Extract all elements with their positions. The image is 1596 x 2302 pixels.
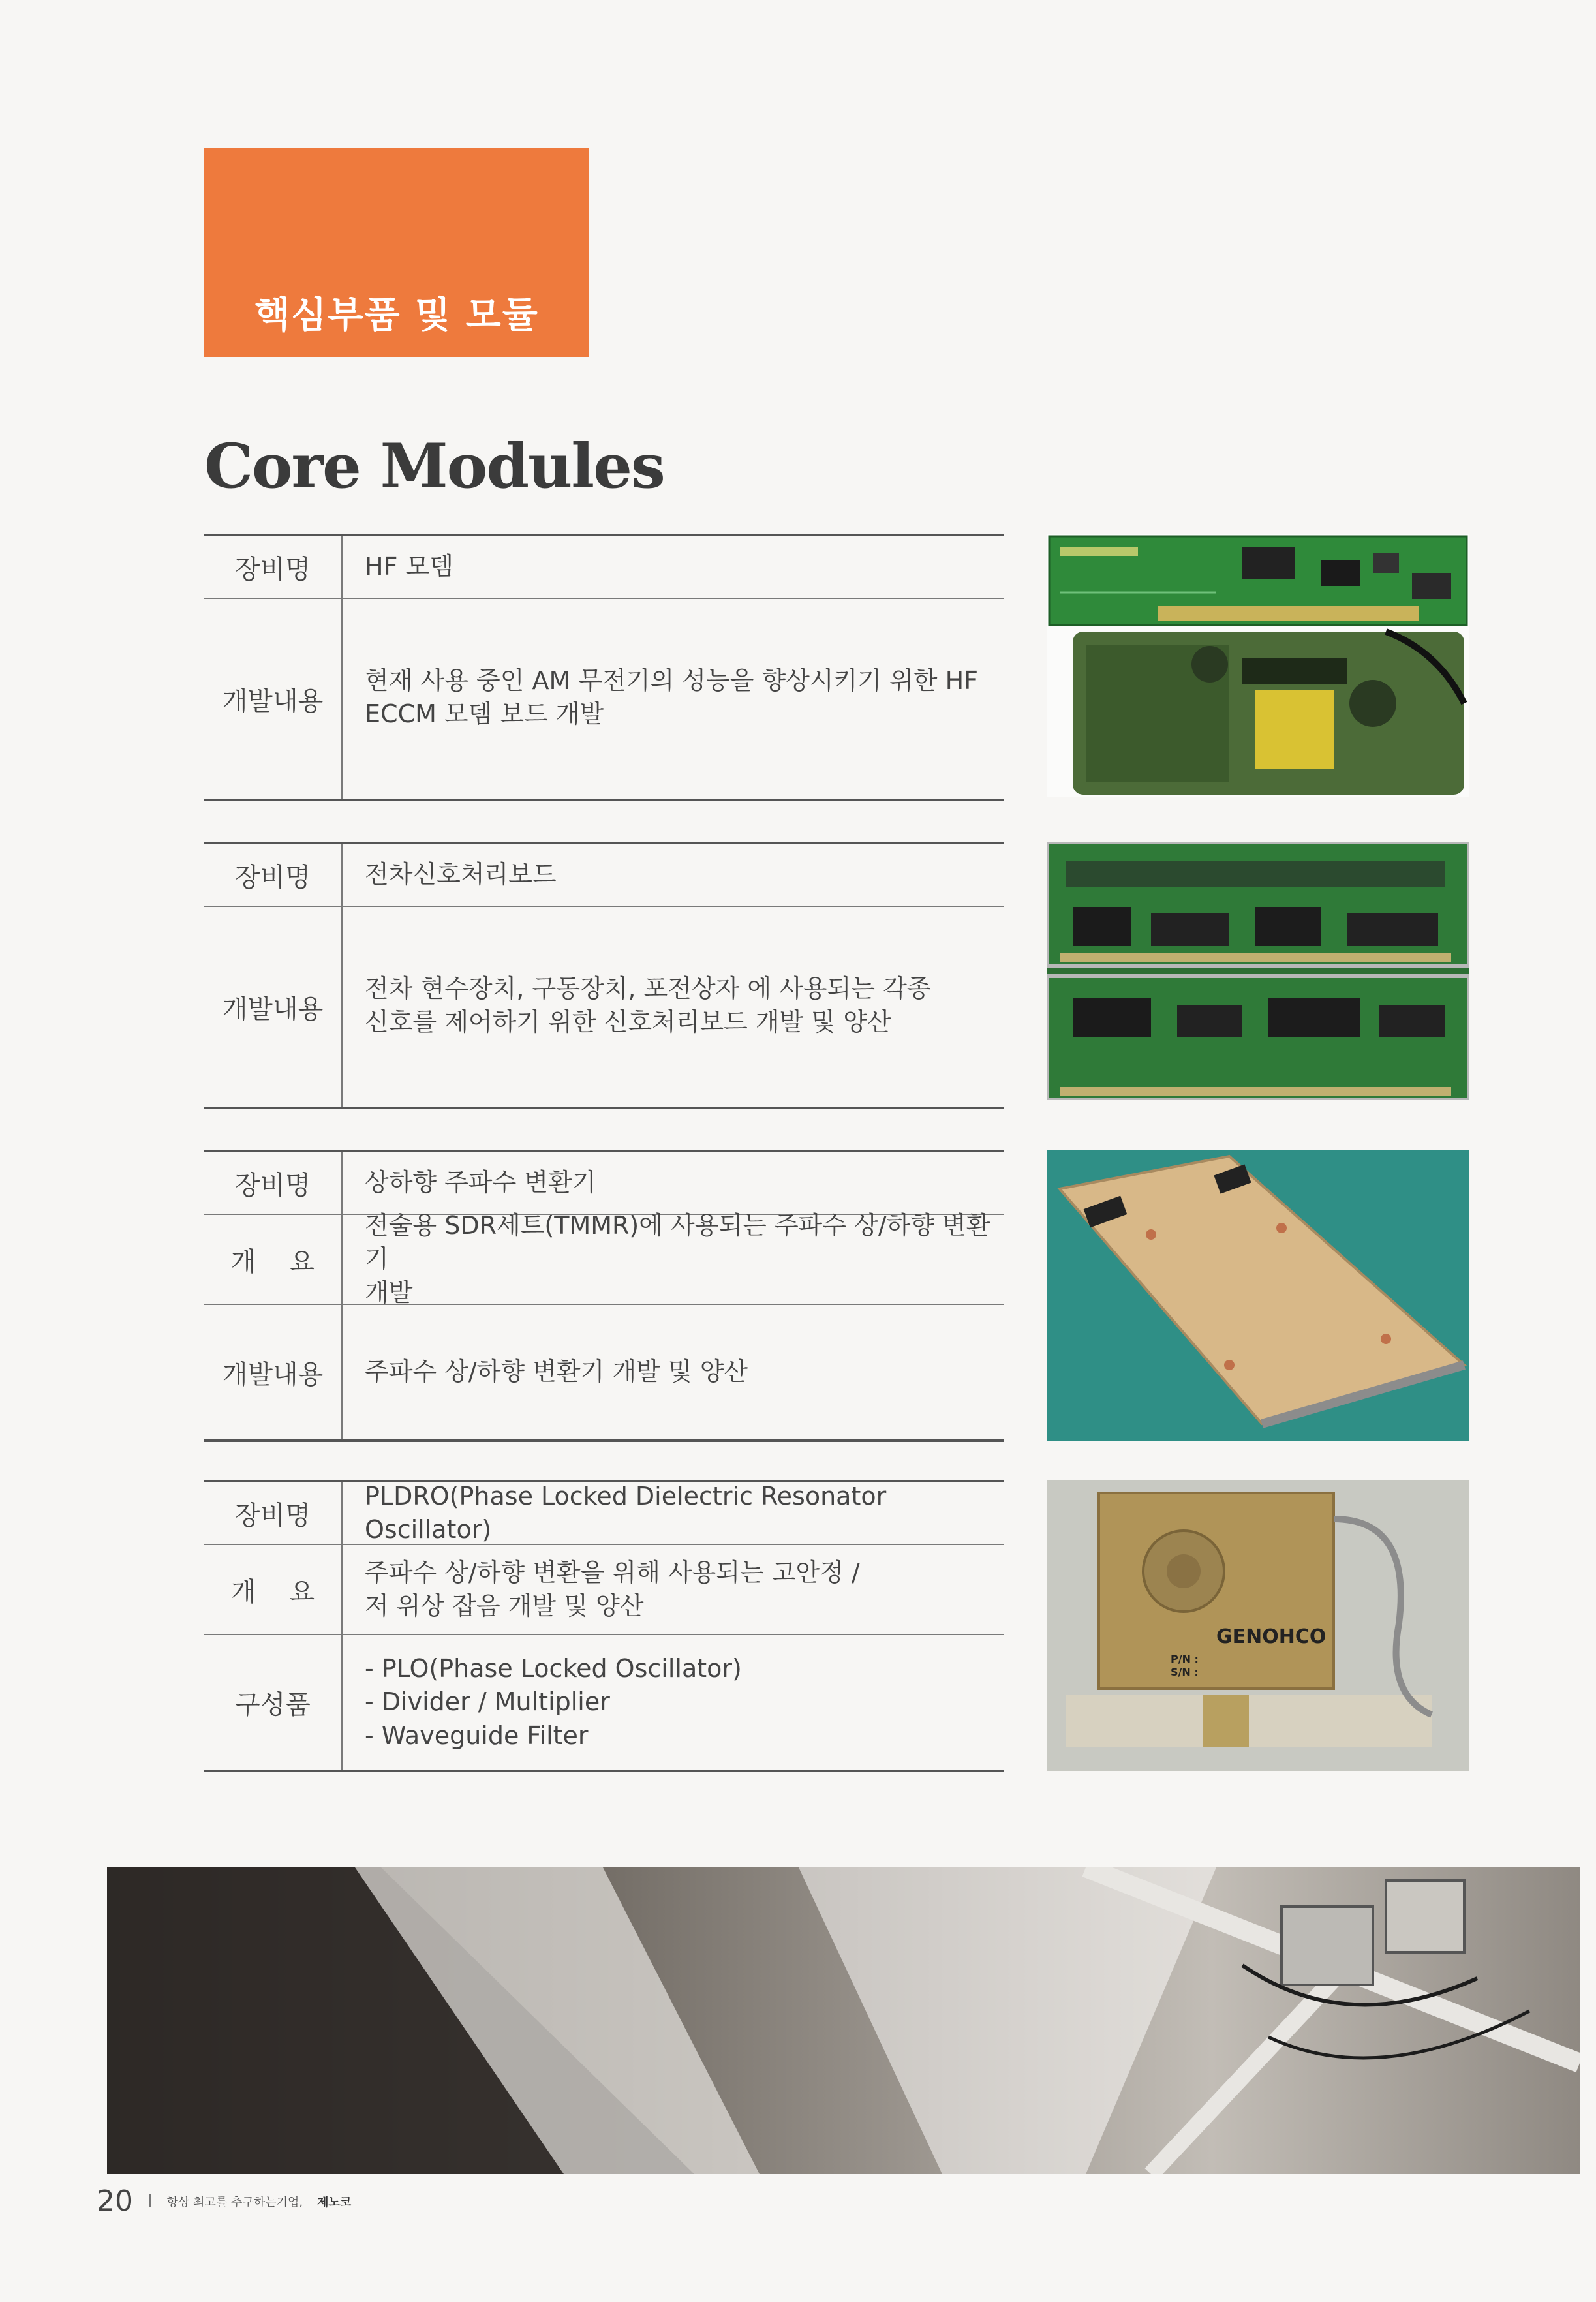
table-row [204, 844, 1004, 906]
value-line: - Divider / Multiplier [365, 1687, 610, 1717]
row-label: 장비명 [204, 1482, 343, 1544]
table-row [204, 1482, 1004, 1544]
row-value [343, 1545, 1004, 1634]
antenna-photo [107, 1867, 1580, 2174]
row-value [343, 536, 1004, 598]
row-value [343, 1482, 1004, 1544]
value-line: 전차신호처리보드 [365, 860, 557, 889]
value-line: 주파수 상/하향 변환기 개발 및 양산 [365, 1357, 748, 1387]
row-value [343, 1211, 1004, 1307]
table-row [204, 1544, 1004, 1634]
value-line: 상하향 주파수 변환기 [365, 1168, 596, 1197]
row-label: 장비명 [204, 844, 343, 906]
table-row [204, 598, 1004, 799]
spec-table-pldro [204, 1480, 1004, 1772]
row-label: 개발내용 [204, 907, 343, 1107]
table-row [204, 1152, 1004, 1214]
value-line: 전술용 SDR세트(TMMR)에 사용되는 주파수 상/하향 변환기 [365, 1211, 990, 1274]
row-value [343, 1305, 1004, 1439]
value-line: 주파수 상/하향 변환을 위해 사용되는 고안정 / [365, 1558, 860, 1587]
footer-company: 제노코 [317, 2195, 352, 2209]
table-row [204, 906, 1004, 1107]
section-banner [204, 148, 589, 357]
spec-table-signal-board [204, 842, 1004, 1109]
value-line: 전차 현수장치, 구동장치, 포전상자 에 사용되는 각종 [365, 974, 931, 1003]
table-row [204, 1211, 1004, 1307]
pldro-sn-text: S/N : [1171, 1666, 1199, 1678]
table-row [204, 1304, 1004, 1439]
footer-separator: I [147, 2191, 153, 2211]
pldro-photo [1047, 1480, 1469, 1771]
value-line: HF 모뎀 [365, 552, 453, 581]
row-value [343, 599, 1004, 799]
hf-modem-photo [1047, 534, 1469, 797]
value-line: - Waveguide Filter [365, 1721, 589, 1750]
value-line: ECCM 모뎀 보드 개발 [365, 699, 604, 729]
pldro-brand-text: GENOHCO [1216, 1625, 1327, 1648]
spec-table-hf-modem [204, 534, 1004, 801]
row-label: 개 요 [204, 1215, 343, 1304]
page-number: 20 [97, 2185, 133, 2218]
page-footer [97, 2185, 351, 2218]
value-line: - PLO(Phase Locked Oscillator) [365, 1654, 742, 1683]
value-line: PLDRO(Phase Locked Dielectric Resonator Oscillator) [365, 1481, 887, 1544]
section-banner-title: 핵심부품 및 모듈 [254, 294, 539, 337]
value-line: 저 위상 잡음 개발 및 양산 [365, 1591, 644, 1620]
pldro-pn-text: P/N : [1171, 1653, 1199, 1665]
row-label: 개 요 [204, 1545, 343, 1634]
row-label: 장비명 [204, 536, 343, 598]
freq-converter-photo [1047, 1150, 1469, 1441]
row-label: 개발내용 [204, 1305, 343, 1439]
table-row [204, 536, 1004, 598]
table-row [204, 1634, 1004, 1770]
row-value [343, 1152, 1004, 1214]
signal-board-photo [1047, 842, 1469, 1100]
row-label: 장비명 [204, 1152, 343, 1214]
value-line: 현재 사용 중인 AM 무전기의 성능을 향상시키기 위한 HF [365, 666, 979, 695]
spec-table-freq-converter [204, 1150, 1004, 1442]
value-line: 신호를 제어하기 위한 신호처리보드 개발 및 양산 [365, 1007, 891, 1037]
row-value [343, 844, 1004, 906]
footer-tagline: 항상 최고를 추구하는기업, [166, 2195, 303, 2209]
value-line: 개발 [365, 1278, 413, 1307]
row-label: 구성품 [204, 1635, 343, 1770]
page-title: Core Modules [204, 431, 664, 502]
row-label: 개발내용 [204, 599, 343, 799]
row-value [343, 907, 1004, 1107]
row-value [343, 1635, 1004, 1770]
